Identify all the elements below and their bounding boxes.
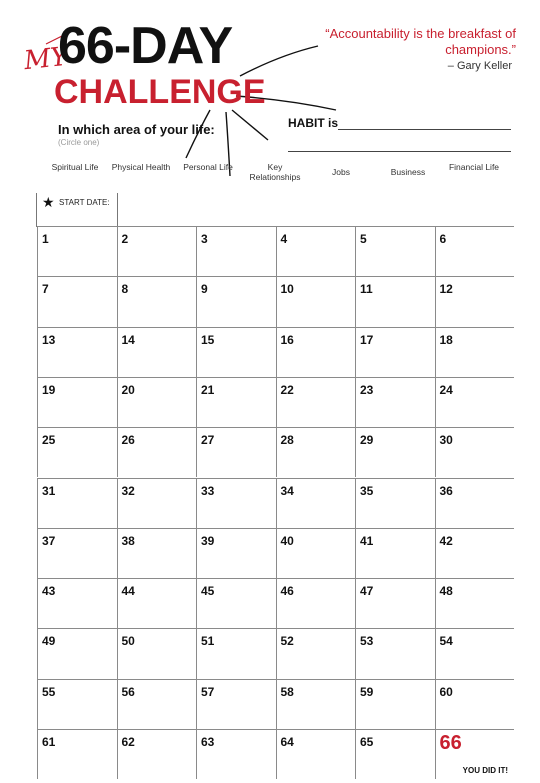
- day-number: 19: [42, 382, 56, 397]
- day-cell[interactable]: [276, 427, 356, 477]
- day-cell[interactable]: [435, 327, 515, 377]
- day-cell[interactable]: [355, 327, 435, 377]
- category-spiritual-life[interactable]: Spiritual Life: [51, 162, 99, 172]
- day-cell[interactable]: [435, 478, 515, 528]
- day-cell[interactable]: [435, 226, 515, 276]
- day-cell[interactable]: [117, 427, 197, 477]
- day-number: 44: [121, 584, 135, 599]
- day-cell[interactable]: [196, 578, 276, 628]
- day-number: 57: [201, 684, 215, 699]
- day-number: 29: [360, 433, 374, 448]
- day-cell[interactable]: [196, 679, 276, 729]
- day-cell[interactable]: [37, 478, 117, 528]
- day-number: 48: [439, 584, 453, 599]
- day-cell[interactable]: [196, 327, 276, 377]
- day-number: 64: [280, 735, 294, 749]
- day-number: 6: [439, 232, 447, 246]
- day-number: 14: [121, 332, 135, 347]
- day-cell[interactable]: [196, 628, 276, 678]
- day-cell[interactable]: [117, 276, 197, 326]
- day-cell[interactable]: [196, 377, 276, 427]
- day-cell[interactable]: [276, 276, 356, 326]
- day-number: 16: [280, 332, 294, 347]
- day-cell[interactable]: [435, 729, 515, 779]
- day-cell[interactable]: [117, 528, 197, 578]
- day-cell[interactable]: [37, 528, 117, 578]
- day-cell[interactable]: [276, 578, 356, 628]
- page-title: 66-DAY: [58, 17, 233, 75]
- day-number: 12: [439, 282, 453, 297]
- quote-author: – Gary Keller: [447, 60, 512, 72]
- day-number: 60: [439, 684, 453, 699]
- day-number: 53: [360, 634, 374, 649]
- day-cell[interactable]: [276, 729, 356, 779]
- habit-line[interactable]: [338, 129, 511, 130]
- day-number: 42: [439, 533, 453, 548]
- day-cell[interactable]: [196, 226, 276, 276]
- day-number: 13: [42, 332, 56, 347]
- day-number: 38: [121, 533, 135, 548]
- day-cell[interactable]: [37, 578, 117, 628]
- day-number: 1: [42, 232, 49, 246]
- start-date-label: START DATE:: [59, 198, 110, 207]
- day-number: 41: [360, 533, 374, 548]
- category-physical-health[interactable]: Physical Health: [111, 162, 171, 172]
- day-number: 7: [42, 282, 49, 297]
- day-number: 27: [201, 433, 215, 448]
- day-number: 5: [360, 232, 367, 246]
- day-cell[interactable]: [276, 478, 356, 528]
- day-cell[interactable]: [37, 679, 117, 729]
- day-cell[interactable]: [355, 729, 435, 779]
- day-number: 65: [360, 735, 374, 749]
- day-cell[interactable]: [37, 226, 117, 276]
- day-cell[interactable]: [117, 377, 197, 427]
- day-number: 31: [42, 483, 56, 498]
- area-question: In which area of your life:: [58, 122, 215, 137]
- day-number: 24: [439, 382, 453, 397]
- final-day-number: 66: [439, 732, 462, 754]
- day-number: 58: [280, 684, 294, 699]
- day-cell[interactable]: [355, 276, 435, 326]
- category-jobs[interactable]: Jobs: [332, 167, 350, 177]
- you-did-it-label: YOU DID IT!: [462, 766, 508, 776]
- day-cell[interactable]: [435, 628, 515, 678]
- day-number: 2: [121, 232, 129, 246]
- day-number: 15: [201, 332, 215, 347]
- day-number: 37: [42, 533, 56, 548]
- day-number: 8: [121, 282, 129, 297]
- category-personal-life[interactable]: Personal Life: [183, 162, 233, 172]
- day-cell[interactable]: [117, 628, 197, 678]
- day-number: 61: [42, 735, 56, 749]
- day-cell[interactable]: [117, 578, 197, 628]
- day-cell[interactable]: [196, 729, 276, 779]
- day-cell[interactable]: [37, 276, 117, 326]
- day-cell[interactable]: [355, 226, 435, 276]
- day-cell[interactable]: [37, 729, 117, 779]
- day-number: 36: [439, 483, 453, 498]
- day-number: 35: [360, 483, 374, 498]
- day-number: 50: [121, 634, 135, 649]
- day-number: 33: [201, 483, 215, 498]
- day-cell[interactable]: [196, 427, 276, 477]
- day-number: 20: [121, 382, 135, 397]
- day-number: 46: [280, 584, 294, 599]
- day-cell[interactable]: [117, 478, 197, 528]
- day-number: 21: [201, 382, 215, 397]
- day-number: 30: [439, 433, 453, 448]
- day-number: 62: [121, 735, 135, 749]
- day-number: 28: [280, 433, 294, 448]
- day-number: 39: [201, 533, 215, 548]
- day-cell[interactable]: [355, 628, 435, 678]
- day-cell[interactable]: [355, 377, 435, 427]
- category-financial-life[interactable]: Financial Life: [448, 162, 500, 172]
- day-cell[interactable]: [276, 377, 356, 427]
- day-number: 32: [121, 483, 135, 498]
- day-cell[interactable]: [435, 578, 515, 628]
- day-number: 52: [280, 634, 294, 649]
- day-cell[interactable]: [276, 327, 356, 377]
- day-number: 10: [280, 282, 294, 297]
- day-number: 34: [280, 483, 294, 498]
- day-number: 63: [201, 735, 215, 749]
- quote-text: “Accountability is the breakfast of champions.”: [325, 26, 516, 57]
- day-number: 9: [201, 282, 208, 297]
- day-cell[interactable]: [37, 628, 117, 678]
- day-cell[interactable]: [37, 377, 117, 427]
- day-cell[interactable]: [355, 679, 435, 729]
- day-cell[interactable]: [37, 327, 117, 377]
- day-number: 45: [201, 584, 215, 599]
- day-cell[interactable]: [196, 478, 276, 528]
- day-cell[interactable]: [276, 679, 356, 729]
- day-cell[interactable]: [196, 528, 276, 578]
- day-number: 26: [121, 433, 135, 448]
- handwritten-my: MY: [22, 41, 70, 77]
- day-grid: [37, 226, 514, 779]
- day-number: 54: [439, 634, 453, 649]
- day-number: 59: [360, 684, 374, 699]
- category-business[interactable]: Business: [390, 167, 426, 177]
- category-key-relationships[interactable]: Key Relationships: [249, 162, 301, 182]
- area-hint: (Circle one): [58, 138, 100, 147]
- day-cell[interactable]: [435, 377, 515, 427]
- day-cell[interactable]: [117, 226, 197, 276]
- day-cell[interactable]: [435, 528, 515, 578]
- day-number: 49: [42, 634, 56, 649]
- day-number: 22: [280, 382, 294, 397]
- day-cell[interactable]: [435, 679, 515, 729]
- day-number: 55: [42, 684, 56, 699]
- page-subtitle: CHALLENGE: [54, 73, 266, 111]
- day-cell[interactable]: [435, 427, 515, 477]
- day-cell[interactable]: [355, 578, 435, 628]
- day-number: 23: [360, 382, 374, 397]
- day-number: 56: [121, 684, 135, 699]
- day-cell[interactable]: [355, 528, 435, 578]
- day-cell[interactable]: [355, 427, 435, 477]
- day-cell[interactable]: [355, 478, 435, 528]
- day-number: 25: [42, 433, 56, 448]
- day-number: 17: [360, 332, 374, 347]
- star-icon: ★: [42, 194, 55, 210]
- day-number: 51: [201, 634, 215, 649]
- day-cell[interactable]: [117, 729, 197, 779]
- day-number: 11: [360, 282, 373, 297]
- habit-line-2[interactable]: [288, 151, 511, 152]
- day-cell[interactable]: [276, 226, 356, 276]
- day-number: 3: [201, 232, 208, 246]
- day-cell[interactable]: [117, 679, 197, 729]
- day-cell[interactable]: [276, 528, 356, 578]
- day-number: 43: [42, 584, 56, 599]
- day-number: 40: [280, 533, 294, 548]
- day-cell[interactable]: [276, 628, 356, 678]
- day-cell[interactable]: [37, 427, 117, 477]
- day-cell[interactable]: [435, 276, 515, 326]
- day-number: 4: [280, 232, 288, 246]
- day-number: 18: [439, 332, 453, 347]
- day-number: 47: [360, 584, 374, 599]
- habit-label: HABIT is: [288, 116, 339, 130]
- day-cell[interactable]: [117, 327, 197, 377]
- day-cell[interactable]: [196, 276, 276, 326]
